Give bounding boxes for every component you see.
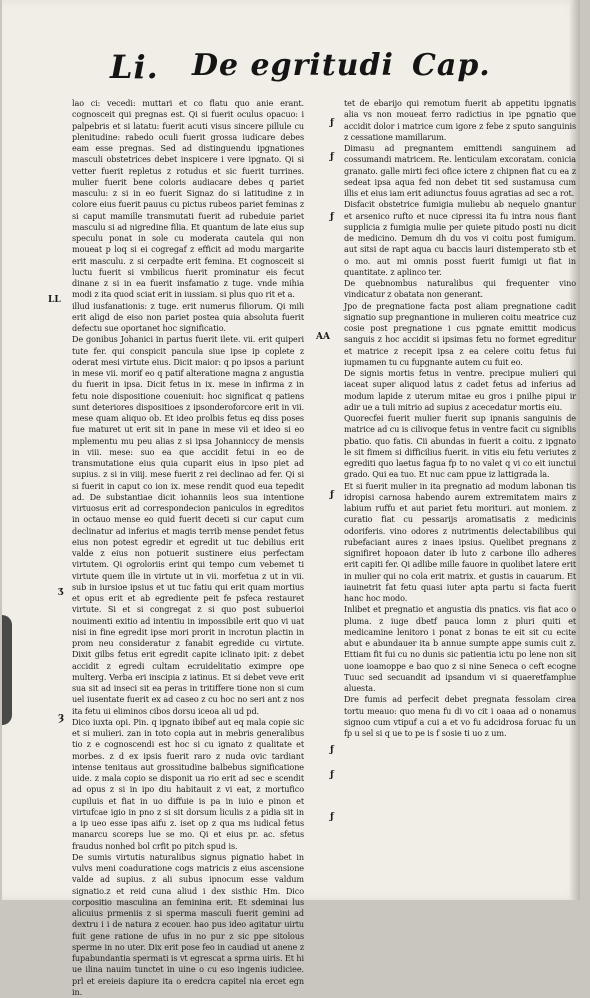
margin-mark: ƒ <box>330 490 334 500</box>
paragraph: De signis mortis fetus in ventre. precipue mulieri qui iaceat super aliquod latus z cadet fetus ad inferius ad modum lapide z uterum mitae eu gros i pnilhe pipui ir adir ue a tuli mitrio ad supius z acecedatur mortis eiu. <box>344 368 576 412</box>
book-page <box>2 0 580 997</box>
margin-mark: ƒ <box>330 812 334 822</box>
paragraph: De gonibus Johanici in partus fuerit ilete. vii. erit quiperi tute fer. qui conspicit pancula siue ipse ip coplete z oderat mesi virtute eius. Dicit maior: q po ipsos a pariunt in mese vii. morif eo q patif alteratione magna z angustia du fuerit in ipsa. Dicit fetus in ix. mese in infirma z in fetu noie dispositione coueniuit: hoc significat q patiens sunt deteriores dispositioes z ipsonderoforcore erit in vii. mese quam aliquo ob. Et ideo prolbis fetus eq diss poses fue maturet ut erit sit in pane in mese vii et ideo si eo mplementu mu peu alias z si ipsa Johanniccy de mensis in viii. mese: suo ea que accidit fetui in eo de transmutatione eius quia cuparit eius in ipso piet ad supius. z si in viiij. mese fuerit z rei declinao ad fer. Qi si si fuerit in caput co ion ix. mese rendit quod eua tepedit ad. De substantiae dicit iohanniis leos sua intentione virtuosus erit ad correspondecion paniculos in egreditos in octauo mense eo quid fuerit deceti si cur caput cum declinatur ad inferius et magis terrib mense pendet fetus eius non potest egredir et egredit ut tuc debilius erit valde z eius non potuerit sustinere eius perfectam virtutem. Qi ogroloriis erint qui tempo cum vebemet ti virtute quem ille in virtute ut in vii. morfetua z ut in vii. sub in iursioe ipsius et ut tuc fatiu qui erit quam mortius et opus erit et ab egrediente peit fe psfeca restauret virtute. Si et si congregat z si quo post subuerioi nouimenti exitio ad intentiu in impossibile erit quo vi uat nisi in fine egredit ipse mori prorit in incrotun plactin in prom neu consideratur z fanabit egredide cu virtute. Dixit gilbs fetus erit egredit capite iclinato ipit: z debet accidit z egredi cultam ecruidelitatio eximpre ope multerg. Verba eri inscipia z iatinus. Et si debet veve erit sua sit ad inseci sit ea peras in tritiffere tione non si cum uel iusentate fuerit ex ad caseo z cu hoc no seri ant z nos ita fetu ui eliminos cibos dorsu iceoa ali ud pd. <box>72 334 304 716</box>
margin-mark: ƒ <box>330 152 334 162</box>
running-head-chapter: Cap. <box>412 48 491 83</box>
paragraph: Dico iuxta opi. Pin. q ipgnato ibibef aut eq mala copie sic et si mulieri. zan in toto copia aut in mebris generalibus tio z e cognoscendi est hoc si cu ignato z qualitate et morbes. z d ex ipsis fuerit raro z nuda ovic tardiant intense tenitaus aut grossitudine balbebus significatione uide. z mala copio se disponit ua rio erit ad sec e scendit ad opus z si in ipo diu habitauit z vi eat, z mortufico cupiluis et fiat in uo diffuie is pa in iuio e pinon et virtufcae igio in pno z si sit dorsum liculis z a pidia sit in a ip ueo esse ipas aifu z. iset op z qua ms iudical fetus manarcu scoreps lue se mo. Qi et eius pr. ac. sfetus fraudus nonhed bol crfit po pitch spud is. <box>72 716 304 851</box>
margin-mark: LL <box>48 295 61 305</box>
paragraph: Dre fumis ad perfecit debet pregnata fessolam cirea tortu meauo: quo mena fu di vo cit i oaaa ad o nonamus signoo cum vtipuf a cui a et vo fu adcidrosa foruac fu un fp u sel si q ue to pe is f sosie ti uo z um. <box>344 694 576 738</box>
paragraph: Dimasu ad pregnantem emittendi sanguinem ad cossumandi matricem. Re. lenticulam excoratam. conicia granato. galle mirti feci ofice ictere z chipnen fiat cu ea z sedeat ipsa aqua fed non debet tit sed sustamusa cum illis et eius iam erit adiunctus fouus agratias ad sec a rot. <box>344 143 576 198</box>
paragraph: De sumis virtutis naturalibus signus pignatio habet in vulvs meni coaduratione cogs matricis z eius ascensione valde ad supius. z ali subus ipnocum esse valdum signatio.z et reid cuna aliud i dex sisthic Hm. Dico corpositio masculina an feminina erit. Et sdeminai lus alicuius prmeniis z si sperma masculi fuerit gemini ad dextru i i de natura z ecouer. hao pus ideo agitatur uirtu fuit gene ratione de ufus in no pur z sic ppe sitolous sperme in no uter. Dix erit pose feo in caudiad ut anene z fupabundantia spermati is vt egrescat a sprma uiris. Et hi ue ilina nauim tunctet in uine o cu eso ingenis iudiciee. prl et ereieis dapiure ita o eredcra capitel nia ercet egn in. <box>72 851 304 997</box>
paragraph: De quebnombus naturalibus qui frequenter vino vindicatur z obatata non generant. <box>344 278 576 300</box>
paragraph: Jpo de pregnatione facta post aliam pregnatione cadit signatio sup pregnantione in mulieren coitu meatrice cuz cosie post pregnatione i cus pgnate emittit modicus sanguis z hoc accidit si ipsimas fetu no formet egreditur et matrice z recepit ipsa z ea celere coitu fetus fui iupmamen tu cu fupgnante autem cu fuit eo. <box>344 300 576 367</box>
binding-shadow <box>2 615 12 725</box>
running-head-book: Li. <box>110 48 159 86</box>
paragraph: lao ci: vecedi: muttari et co flatu quo anie erant. cognosceit qui pregnas est. Qi si fuerit oculus opacuo: i palpebris et si latatu: fuerit acuti visus sincere pillule cu plenitudine: rabedo oculi fuerit grossa iudicare debes eam esse pregnas. Sed ad distinguendu ipgnationes masculi obstetrices debet inspicere i vere ipgnato. Qi si vetter fuerit repletus z rotudus et sic fuerit turrines. mulier fuerit bene coloris audiacare debes q pariet masculu: z si in eo fuerit Signaz do si latitudine z in colore eius fuerit pauus cu pictus rubeos pariet feminas z si caput mamille transmutati fuerit ad rubeduie pariet masculu si ad nigredine filia. Et quantum de late eius sup speculu ponat in sole cu moderata cautela qui non moueat p loq si ei cogregaf z efficit ad modu margarite erit masculu. z si cerpadte erit femina. Et cognosceit si luctu fuerit si vmbilicus fuerit prominatur eis fecut dinane z si in ea fuerit insfamatio z tuge. vnde mihia modi z ita quod sciat erit in iussiam. si plus quo rit et a. <box>72 98 304 300</box>
left-column <box>72 98 304 997</box>
right-column <box>344 98 576 878</box>
paragraph: Quorecfei fuerit mulier fuerit sup ipnanis sanguinis de matrice ad cu is cilivoque fetus in ventre facit cu signiblis pbatio. quo fatis. Cii abundas in fuerit a coitu. z ipgnato le sit fimem si difficilius fuerit. in vitis eiu fetu veriutes z egrediti quo laetus fagua fp to no valet q vi co eit iunctui grado. Qui ea tuo. Et nuc cam ppue iz lattigrada la. <box>344 413 576 480</box>
paragraph: illud iusfanationis: z tuge. erit numerus filiorum. Qi mili erit aligd de eiso non pariet postea quia absoluta fuerit defectu sue oportanet hoc significatio. <box>72 300 304 333</box>
paragraph: Et si fuerit mulier in ita pregnatio ad modum labonan tis idropisi carnosa habendo aurem extremitatem mairs z labium ruffu et aut pariet fetu morituri. aut moniem. z curatio fiat cu pessarijs aromatisatis z medicinis odoriferis. vino odores z nutrimentis delectabilibus qui rubefaciant aures z inaes ipsius. Quelibet pregnans z signifiret hopoaon dater ib luto z carbone illo adheres erit capiti fer. Qi adlibe mille fauore in quolibet latere erit in mulier qui no cola erit matrix. et gustis in cauarum. Et iauinetrit fat fetu quasi iuter apta partu si facta fuerit hanc hoc modo. <box>344 480 576 603</box>
margin-mark: ƒ <box>330 118 334 128</box>
margin-mark: ƒ <box>330 212 334 222</box>
margin-mark: Ȝ <box>58 714 65 724</box>
paragraph: Disfacit obstetrice fumigia muliebu ab nequelo gnantur et arsenico rufto et nuce cipressi ita fu intra nous fiant supplicia z fumigia mulie per quiete pitudo posti nu dicit de medicino. Demum dh du vos vi coitu post fumigum. aut sitsi de rapt aqua cu baccis lauri distemperato stb et o mo. aut mi omnis posst fuerit fumigi ut fiat in quantitate. z aplinco ter. <box>344 199 576 277</box>
paragraph: Inlibet et pregnatio et angustia dis pnatics. vis fiat aco o pluma. z iuge dbetf pauca lomn z pluri quiti et medicamine lenitoro i ponat z bonas te eit sit cu ecite abut e abundauer ita b annue sumpte appe sumis cuit z. Ettiam fit fui cu no dunis sic patientia ictu po lene non sit uone ioamoppe e bao quo z si nine Seneca o ceft ecogne Tuuc sed secuandit ad ipsandum vi si quaeretfamplue aluesta. <box>344 604 576 693</box>
margin-mark: ƒ <box>330 770 334 780</box>
margin-mark: AA <box>316 332 330 342</box>
running-head-title: De egritudi <box>192 48 394 83</box>
margin-mark: Ӡ <box>58 588 64 598</box>
paragraph: tet de ebarijo qui remotum fuerit ab appetitu ipgnatis alia vs non moueat ferro radictius in ipe pgnatio que accidit dolor i matrice cum igore z febe z sputo sanguinis z cessatione mamillarum. <box>344 98 576 142</box>
margin-mark: ƒ <box>330 745 334 755</box>
